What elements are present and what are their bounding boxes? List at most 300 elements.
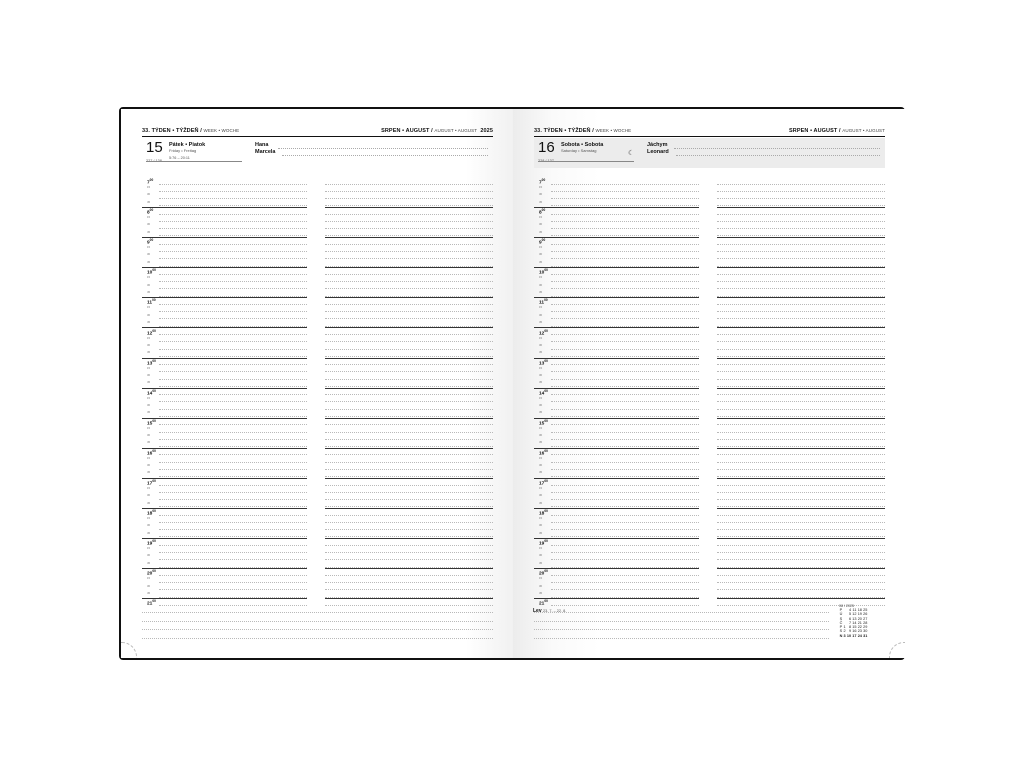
quarter-label: 30: [539, 372, 543, 377]
quarter-label: 15: [147, 365, 151, 370]
writing-line: [551, 529, 699, 530]
hour-label: $13^{00}$: [147, 358, 156, 367]
writing-line: [717, 469, 885, 470]
writing-line: [551, 281, 699, 282]
writing-line: [551, 191, 699, 192]
writing-line: [717, 281, 885, 282]
quarter-label: 30: [539, 252, 543, 257]
writing-line: [717, 349, 885, 350]
hour-label: $14^{00}$: [539, 388, 548, 397]
quarter-label: 45: [147, 560, 151, 565]
notes-line: [534, 621, 829, 622]
writing-line: [551, 469, 699, 470]
notes-line: [142, 621, 493, 622]
hour-row: [147, 389, 493, 419]
hour-label: $9^{00}$: [539, 238, 546, 246]
mini-calendar-day: 16: [852, 629, 857, 634]
hour-row: [539, 479, 885, 509]
writing-line: [551, 379, 699, 380]
writing-line: [325, 341, 493, 342]
month-header: SRPEN • AUGUST / AUGUST • AUGUST 2025: [381, 128, 493, 134]
mini-calendar-day: 27: [863, 616, 868, 621]
hour-row: [147, 599, 493, 629]
quarter-label: 30: [539, 583, 543, 588]
quarter-label: 45: [539, 199, 543, 204]
hour-row: [539, 539, 885, 569]
writing-line: [325, 311, 493, 312]
nameday-2: Marcela: [255, 149, 276, 155]
writing-line: [551, 221, 699, 222]
quarter-label: 45: [539, 470, 543, 475]
writing-line: [717, 251, 885, 252]
hour-label: $12^{00}$: [539, 328, 548, 337]
hour-label: $11^{00}$: [147, 298, 156, 306]
nameday-dots: [674, 148, 880, 149]
writing-line: [159, 244, 307, 245]
writing-line: [717, 499, 885, 500]
writing-line: [551, 401, 699, 402]
writing-line: [551, 462, 699, 463]
quarter-label: 15: [147, 516, 151, 521]
quarter-label: 15: [539, 425, 543, 430]
writing-line: [159, 288, 307, 289]
planner-spread: [119, 107, 905, 660]
writing-line: [325, 432, 493, 433]
writing-line: [551, 349, 699, 350]
mini-calendar-day: 5: [848, 612, 852, 617]
writing-line: [159, 349, 307, 350]
writing-line: [551, 552, 699, 553]
left-page: [121, 109, 513, 658]
mini-calendar-weekday: S: [839, 616, 843, 621]
notes-line: [142, 612, 493, 613]
quarter-label: 45: [539, 319, 543, 324]
hour-label: $15^{00}$: [147, 418, 156, 427]
nameday-dots: [676, 155, 880, 156]
writing-line: [717, 371, 885, 372]
writing-line: [717, 522, 885, 523]
quarter-label: 45: [539, 560, 543, 565]
quarter-label: 15: [539, 245, 543, 250]
writing-line: [717, 589, 885, 590]
quarter-label: 15: [147, 486, 151, 490]
mini-calendar-day: 17: [852, 633, 857, 638]
mini-calendar-day: 19: [857, 612, 862, 617]
mini-calendar-day: 21: [857, 620, 862, 625]
writing-line: [159, 184, 307, 185]
week-header: 33. TÝDEN • TÝŽDEŇ / WEEK • WOCHE: [142, 128, 240, 134]
quarter-label: 45: [147, 289, 151, 294]
writing-line: [551, 515, 699, 516]
writing-line: [717, 364, 885, 365]
writing-line: [717, 311, 885, 312]
writing-line: [551, 499, 699, 500]
mini-calendar-weekday: S: [839, 629, 843, 634]
day-underline: [146, 161, 242, 162]
writing-line: [551, 454, 699, 455]
writing-line: [551, 582, 699, 583]
writing-line: [717, 515, 885, 516]
hour-row: [147, 238, 493, 268]
writing-line: [159, 432, 307, 433]
quarter-label: 30: [147, 252, 151, 257]
quarter-label: 30: [147, 372, 151, 377]
writing-line: [325, 499, 493, 500]
hour-row: [147, 208, 493, 238]
writing-line: [325, 409, 493, 410]
writing-line: [551, 341, 699, 342]
mini-calendar-day: 4: [848, 608, 852, 612]
writing-line: [159, 334, 307, 335]
quarter-label: 15: [539, 275, 543, 280]
hour-label: $7^{00}$: [147, 178, 154, 186]
hour-label: $15^{00}$: [539, 418, 548, 427]
writing-line: [159, 462, 307, 463]
mini-calendar-day: 11: [852, 608, 857, 612]
moon-phase-icon: ☾: [628, 150, 635, 157]
writing-line: [717, 492, 885, 493]
nameday-1: Hana: [255, 142, 269, 148]
quarter-label: 15: [147, 546, 151, 551]
mini-calendar-weekday: P: [839, 608, 843, 612]
right-page: [513, 109, 905, 658]
hour-row: [539, 329, 885, 359]
mini-calendar-weekday: P: [839, 625, 843, 630]
mini-calendar-day: 13: [852, 616, 857, 621]
mini-calendar-day: 3: [843, 633, 846, 638]
mini-calendar-day: 20: [857, 616, 862, 621]
quarter-label: 15: [539, 335, 543, 340]
hour-label: $16^{00}$: [539, 448, 548, 457]
writing-line: [717, 184, 885, 185]
mini-calendar: [839, 604, 868, 638]
day-name-sub: Friday • Freitag: [169, 148, 197, 153]
writing-line: [325, 485, 493, 486]
mini-calendar-day: 14: [852, 620, 857, 625]
mini-calendar-weekday: Č: [839, 620, 843, 625]
mini-calendar-day: 9: [848, 629, 852, 634]
quarter-label: 15: [147, 455, 151, 460]
hour-row: [147, 509, 493, 539]
writing-line: [159, 251, 307, 252]
quarter-label: 45: [539, 500, 543, 505]
writing-line: [159, 198, 307, 199]
writing-line: [159, 341, 307, 342]
writing-line: [325, 281, 493, 282]
writing-line: [717, 409, 885, 410]
quarter-label: 30: [147, 342, 151, 347]
quarter-label: 15: [539, 365, 543, 370]
hour-label: $10^{00}$: [147, 268, 156, 276]
writing-line: [159, 258, 307, 259]
hour-label: $21^{00}$: [147, 599, 156, 607]
writing-line: [551, 251, 699, 252]
writing-line: [717, 545, 885, 546]
writing-line: [325, 439, 493, 440]
hour-label: $17^{00}$: [147, 479, 156, 487]
notes-line: [142, 638, 493, 639]
hour-row: [539, 419, 885, 449]
writing-line: [551, 334, 699, 335]
mini-calendar-day: 24: [857, 633, 862, 638]
quarter-label: 30: [539, 523, 543, 528]
quarter-label: 45: [147, 440, 151, 445]
writing-line: [551, 304, 699, 305]
nameday-dots: [282, 155, 488, 156]
writing-line: [159, 228, 307, 229]
nameday-2: Leonard: [647, 149, 669, 155]
notes-line: [142, 629, 493, 630]
writing-line: [325, 492, 493, 493]
hour-row: [539, 359, 885, 389]
quarter-label: 15: [147, 576, 151, 581]
writing-line: [159, 304, 307, 305]
year: 2025: [480, 128, 493, 134]
quarter-label: 45: [539, 440, 543, 445]
quarter-label: 30: [147, 493, 151, 498]
mini-calendar-day: 31: [863, 633, 868, 638]
writing-line: [159, 401, 307, 402]
writing-line: [551, 311, 699, 312]
writing-line: [159, 469, 307, 470]
writing-line: [325, 304, 493, 305]
quarter-label: 45: [539, 229, 543, 234]
writing-line: [325, 559, 493, 560]
writing-line: [551, 589, 699, 590]
quarter-label: 15: [539, 215, 543, 220]
quarter-label: 30: [147, 402, 151, 407]
hour-row: [147, 539, 493, 569]
hour-row: [147, 329, 493, 359]
day-name-sub: Saturday • Samstag: [561, 148, 597, 153]
writing-line: [717, 258, 885, 259]
mini-calendar-day: 6: [848, 616, 852, 621]
quarter-label: 45: [539, 530, 543, 535]
writing-line: [159, 364, 307, 365]
quarter-label: 15: [539, 455, 543, 460]
writing-line: [325, 401, 493, 402]
writing-line: [325, 605, 493, 606]
sun-times: 5:76 – 20:11: [169, 156, 190, 160]
writing-line: [325, 349, 493, 350]
writing-line: [717, 341, 885, 342]
quarter-label: 15: [539, 305, 543, 310]
mini-calendar-day: 12: [852, 612, 857, 617]
writing-line: [551, 559, 699, 560]
hour-label: $8^{00}$: [147, 208, 154, 216]
writing-line: [159, 575, 307, 576]
hour-label: $10^{00}$: [539, 268, 548, 276]
writing-line: [159, 492, 307, 493]
writing-line: [325, 469, 493, 470]
quarter-label: 30: [539, 493, 543, 498]
writing-line: [325, 258, 493, 259]
writing-line: [551, 198, 699, 199]
quarter-label: 15: [539, 486, 543, 490]
day-block: [534, 138, 885, 168]
hour-row: [147, 359, 493, 389]
writing-line: [159, 529, 307, 530]
day-number: 16: [538, 139, 555, 156]
quarter-label: 15: [147, 185, 151, 189]
quarter-label: 30: [539, 342, 543, 347]
quarter-label: 45: [147, 319, 151, 324]
hour-row: [539, 599, 885, 629]
writing-line: [325, 334, 493, 335]
writing-line: [325, 184, 493, 185]
hour-label: $18^{00}$: [539, 509, 548, 517]
writing-line: [551, 424, 699, 425]
writing-line: [717, 485, 885, 486]
hour-label: $18^{00}$: [147, 509, 156, 517]
writing-line: [325, 575, 493, 576]
writing-line: [325, 364, 493, 365]
writing-line: [325, 545, 493, 546]
quarter-label: 45: [539, 590, 543, 595]
writing-line: [717, 552, 885, 553]
writing-line: [159, 559, 307, 560]
quarter-label: 30: [147, 282, 151, 287]
writing-line: [159, 454, 307, 455]
quarter-label: 15: [147, 215, 151, 220]
writing-line: [325, 379, 493, 380]
writing-line: [325, 191, 493, 192]
writing-line: [159, 589, 307, 590]
quarter-label: 30: [539, 553, 543, 558]
writing-line: [159, 552, 307, 553]
writing-line: [159, 545, 307, 546]
writing-line: [551, 371, 699, 372]
hour-row: [539, 449, 885, 479]
writing-line: [551, 184, 699, 185]
mini-calendar-day: 15: [852, 625, 857, 630]
writing-line: [551, 364, 699, 365]
writing-line: [717, 334, 885, 335]
writing-line: [717, 379, 885, 380]
mini-calendar-day: 30: [863, 629, 868, 634]
hour-label: $7^{00}$: [539, 178, 546, 186]
writing-line: [325, 552, 493, 553]
mini-calendar-day: 22: [857, 625, 862, 630]
hour-label: $14^{00}$: [147, 388, 156, 397]
quarter-label: 45: [147, 530, 151, 535]
week-header: 33. TÝDEN • TÝŽDEŇ / WEEK • WOCHE: [534, 128, 632, 134]
writing-line: [325, 228, 493, 229]
quarter-label: 30: [147, 192, 151, 197]
hour-row: [147, 268, 493, 298]
quarter-label: 45: [539, 380, 543, 385]
writing-line: [159, 485, 307, 486]
nameday-1: Jáchym: [647, 142, 668, 148]
quarter-label: 45: [147, 350, 151, 355]
mini-calendar-title: 08 / 2025: [839, 604, 854, 608]
writing-line: [717, 228, 885, 229]
day-name: Pátek • Piatok: [169, 142, 206, 148]
day-underline: [538, 161, 634, 162]
quarter-label: 30: [147, 312, 151, 317]
notes-line: [534, 638, 829, 639]
writing-line: [717, 318, 885, 319]
writing-line: [159, 379, 307, 380]
writing-line: [159, 371, 307, 372]
writing-line: [159, 439, 307, 440]
writing-line: [325, 274, 493, 275]
writing-line: [717, 454, 885, 455]
writing-line: [159, 214, 307, 215]
quarter-label: 45: [539, 289, 543, 294]
writing-line: [159, 221, 307, 222]
quarter-label: 45: [147, 470, 151, 475]
writing-line: [159, 499, 307, 500]
quarter-label: 30: [147, 553, 151, 558]
writing-line: [551, 274, 699, 275]
writing-line: [717, 191, 885, 192]
mini-calendar-day: 8: [848, 625, 852, 630]
writing-line: [325, 244, 493, 245]
writing-line: [159, 394, 307, 395]
writing-line: [325, 589, 493, 590]
writing-line: [325, 522, 493, 523]
writing-line: [551, 492, 699, 493]
hour-label: $16^{00}$: [147, 448, 156, 457]
writing-line: [325, 198, 493, 199]
writing-line: [717, 401, 885, 402]
writing-line: [551, 575, 699, 576]
writing-line: [159, 274, 307, 275]
writing-line: [159, 582, 307, 583]
writing-line: [717, 432, 885, 433]
quarter-label: 15: [539, 395, 543, 400]
writing-line: [325, 214, 493, 215]
writing-line: [325, 424, 493, 425]
notes-line: [534, 629, 829, 630]
hour-label: $17^{00}$: [539, 479, 548, 487]
quarter-label: 30: [539, 463, 543, 468]
quarter-label: 45: [147, 380, 151, 385]
quarter-label: 30: [539, 282, 543, 287]
writing-line: [551, 545, 699, 546]
writing-line: [159, 605, 307, 606]
writing-line: [159, 311, 307, 312]
nameday-dots: [278, 148, 488, 149]
writing-line: [717, 582, 885, 583]
mini-calendar-day: 25: [863, 608, 868, 612]
page-corner: [121, 642, 137, 658]
quarter-label: 45: [147, 590, 151, 595]
quarter-label: 45: [147, 259, 151, 264]
hour-row: [147, 479, 493, 509]
hour-row: [539, 268, 885, 298]
mini-calendar-day: 23: [857, 629, 862, 634]
mini-calendar-row: [839, 634, 868, 638]
writing-line: [325, 454, 493, 455]
hour-label: $11^{00}$: [539, 298, 548, 306]
hour-label: $20^{00}$: [147, 569, 156, 577]
quarter-label: 45: [539, 259, 543, 264]
quarter-label: 45: [147, 500, 151, 505]
writing-line: [551, 394, 699, 395]
writing-line: [325, 288, 493, 289]
hour-label: $13^{00}$: [539, 358, 548, 367]
writing-line: [717, 198, 885, 199]
writing-line: [325, 529, 493, 530]
mini-calendar-weekday: Ú: [839, 612, 843, 617]
day-number: 15: [146, 139, 163, 156]
writing-line: [159, 424, 307, 425]
writing-line: [325, 582, 493, 583]
writing-line: [325, 371, 493, 372]
notes-line: [534, 612, 829, 613]
